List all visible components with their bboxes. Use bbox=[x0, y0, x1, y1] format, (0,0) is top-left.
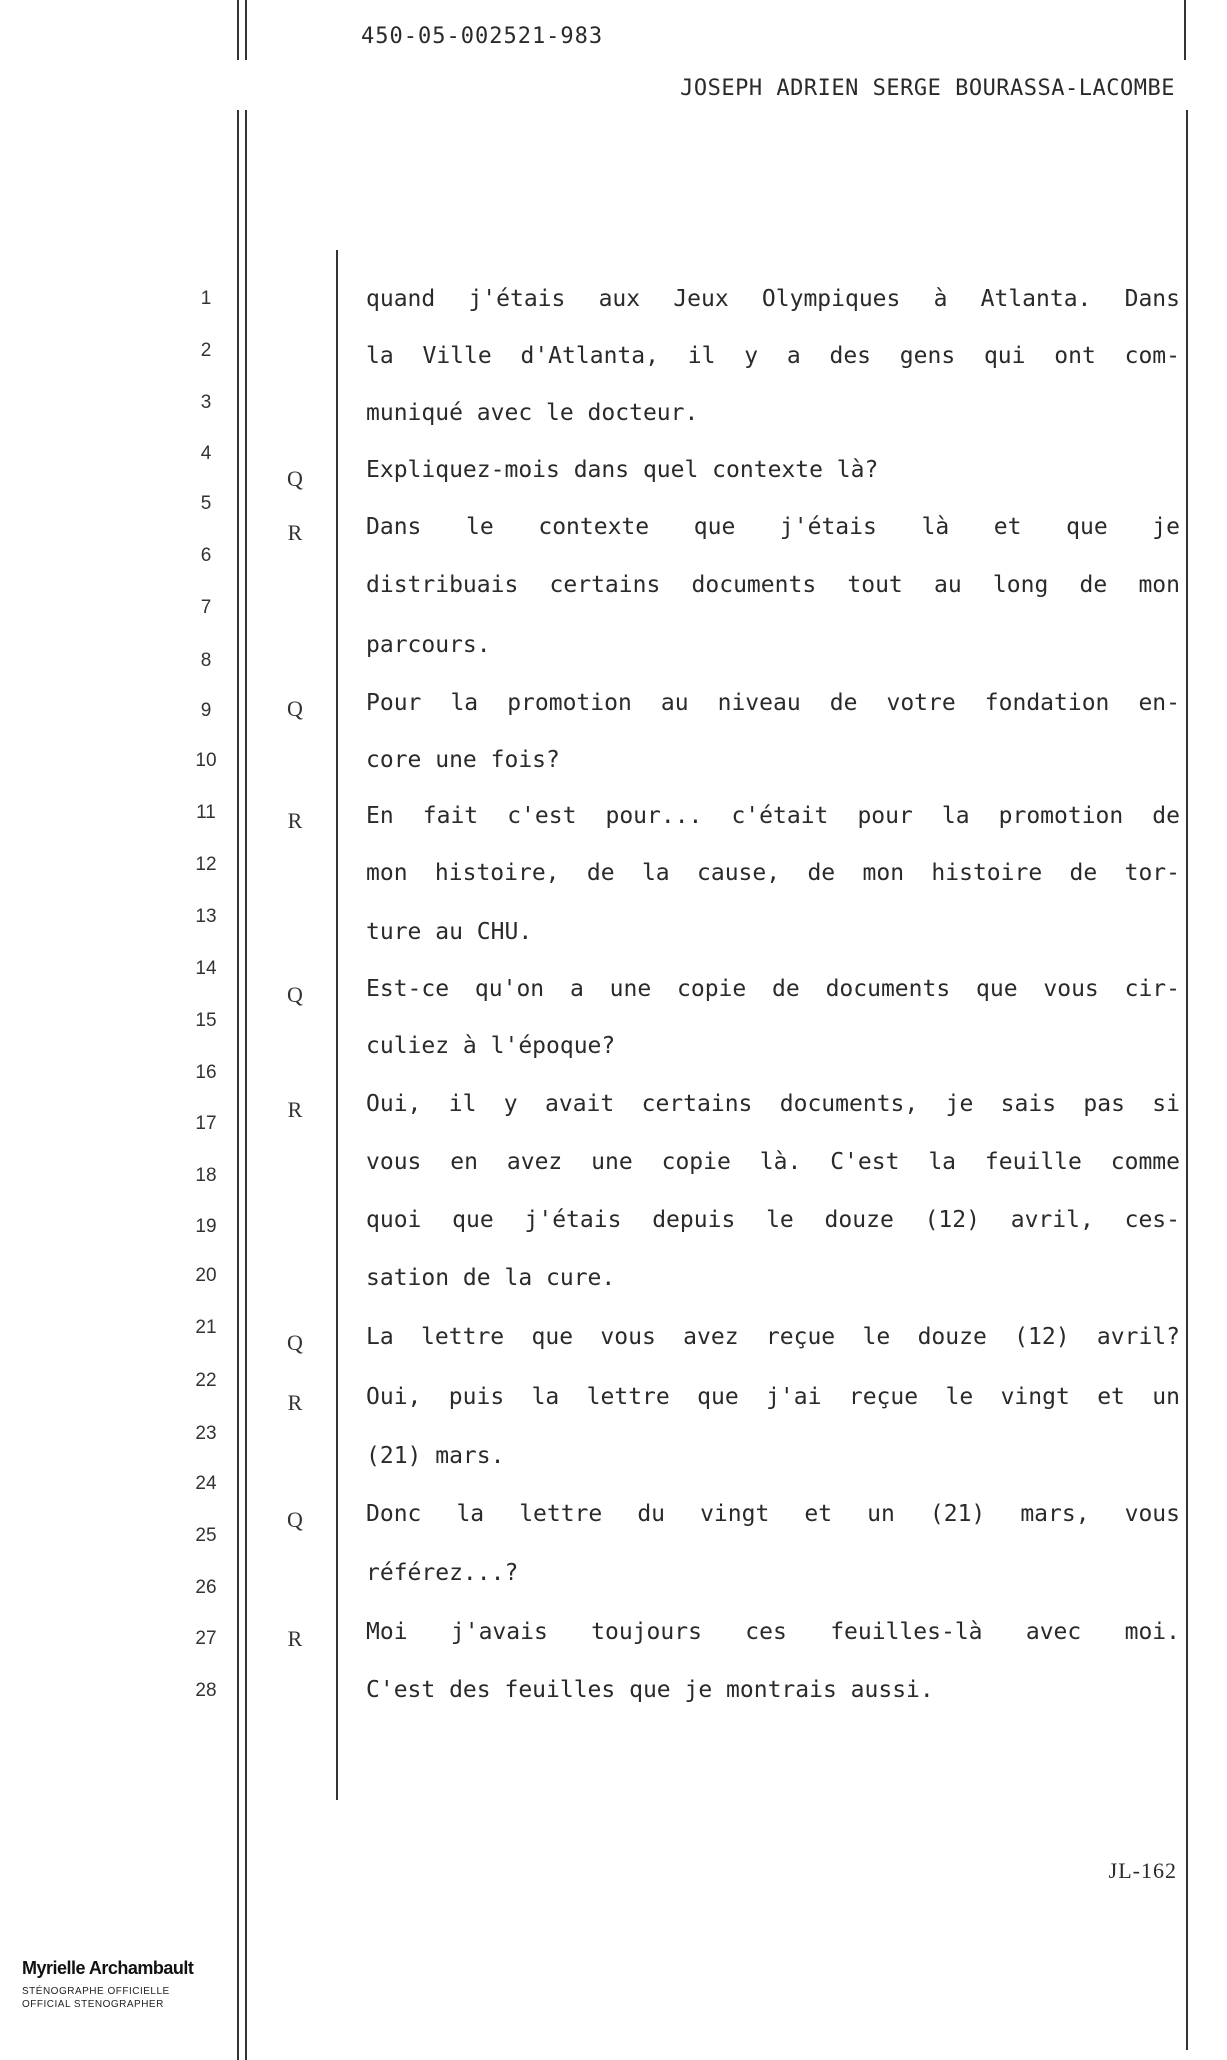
line-number: 12 bbox=[195, 854, 217, 875]
transcript-line: Moi j'avais toujours ces feuilles-là avec moi. bbox=[366, 1619, 1180, 1645]
transcript-line: parcours. bbox=[366, 632, 491, 658]
left-margin-rule-4 bbox=[245, 110, 247, 2060]
line-number: 2 bbox=[200, 340, 212, 361]
line-number: 15 bbox=[195, 1010, 217, 1031]
speaker-mark-question: Q bbox=[287, 1507, 303, 1532]
speaker-mark-question: Q bbox=[287, 1330, 303, 1355]
transcript-line: quand j'étais aux Jeux Olympiques à Atlanta. Dans bbox=[366, 286, 1180, 312]
left-margin-rule-2 bbox=[245, 0, 247, 60]
transcript-line: vous en avez une copie là. C'est la feuille comme bbox=[366, 1149, 1180, 1175]
speaker-mark-response: R bbox=[287, 1097, 303, 1122]
line-number: 27 bbox=[195, 1628, 217, 1649]
line-number: 3 bbox=[200, 392, 212, 413]
transcript-line: Pour la promotion au niveau de votre fondation en- bbox=[366, 690, 1180, 716]
line-number: 13 bbox=[195, 906, 217, 927]
line-number: 16 bbox=[195, 1062, 217, 1083]
right-margin-rule-top bbox=[1184, 0, 1186, 60]
stenographer-title-fr: STÉNOGRAPHE OFFICIELLE bbox=[22, 1986, 170, 1997]
line-number: 21 bbox=[195, 1317, 217, 1338]
line-number: 11 bbox=[196, 802, 216, 823]
line-number: 18 bbox=[195, 1165, 217, 1186]
line-number: 23 bbox=[195, 1423, 217, 1444]
speaker-margin-rule bbox=[336, 250, 338, 1800]
line-number: 24 bbox=[195, 1473, 217, 1494]
speaker-mark-response: R bbox=[287, 808, 303, 833]
transcript-line: C'est des feuilles que je montrais aussi. bbox=[366, 1677, 934, 1703]
witness-name: JOSEPH ADRIEN SERGE BOURASSA-LACOMBE bbox=[680, 76, 1175, 101]
line-number: 10 bbox=[195, 750, 217, 771]
line-number: 4 bbox=[200, 443, 212, 464]
speaker-mark-response: R bbox=[287, 520, 303, 545]
transcript-line: Donc la lettre du vingt et un (21) mars, vous bbox=[366, 1501, 1180, 1527]
stenographer-stamp bbox=[22, 1958, 202, 2011]
line-number: 8 bbox=[200, 650, 212, 671]
transcript-line: La lettre que vous avez reçue le douze (12) avril? bbox=[366, 1324, 1180, 1350]
speaker-mark-question: Q bbox=[287, 466, 303, 491]
transcript-line: Est-ce qu'on a une copie de documents que vous cir- bbox=[366, 976, 1180, 1002]
line-number: 20 bbox=[195, 1265, 217, 1286]
line-number: 22 bbox=[195, 1370, 217, 1391]
transcript-line: la Ville d'Atlanta, il y a des gens qui ont com- bbox=[366, 343, 1180, 369]
transcript-line: (21) mars. bbox=[366, 1443, 505, 1469]
transcript-line: En fait c'est pour... c'était pour la promotion de bbox=[366, 803, 1180, 829]
line-number: 17 bbox=[195, 1113, 217, 1134]
line-number: 1 bbox=[200, 288, 212, 309]
line-number: 7 bbox=[200, 597, 212, 618]
page-reference: JL-162 bbox=[1108, 1858, 1177, 1883]
speaker-mark-response: R bbox=[287, 1626, 303, 1651]
line-number: 6 bbox=[200, 545, 212, 566]
transcript-line: Oui, il y avait certains documents, je sais pas si bbox=[366, 1091, 1180, 1117]
transcript-line: core une fois? bbox=[366, 747, 560, 773]
transcript-line: muniqué avec le docteur. bbox=[366, 400, 699, 426]
line-number: 26 bbox=[195, 1577, 217, 1598]
transcript-line: culiez à l'époque? bbox=[366, 1033, 616, 1059]
line-number: 9 bbox=[200, 700, 212, 721]
transcript-line: Oui, puis la lettre que j'ai reçue le vingt et un bbox=[366, 1384, 1180, 1410]
speaker-mark-question: Q bbox=[287, 982, 303, 1007]
transcript-line: mon histoire, de la cause, de mon histoire de tor- bbox=[366, 860, 1180, 886]
stenographer-title-en: OFFICIAL STENOGRAPHER bbox=[22, 1999, 164, 2010]
transcript-line: ture au CHU. bbox=[366, 919, 533, 945]
line-number: 14 bbox=[195, 958, 217, 979]
right-margin-rule bbox=[1186, 110, 1188, 2050]
left-margin-rule-3 bbox=[237, 110, 239, 2060]
left-margin-rule-1 bbox=[237, 0, 239, 60]
speaker-mark-question: Q bbox=[287, 696, 303, 721]
transcript-line: Dans le contexte que j'étais là et que je bbox=[366, 514, 1180, 540]
line-number: 28 bbox=[195, 1680, 217, 1701]
transcript-line: distribuais certains documents tout au long de mon bbox=[366, 572, 1180, 598]
line-number: 19 bbox=[195, 1216, 217, 1237]
line-number: 5 bbox=[200, 493, 212, 514]
case-number: 450-05-002521-983 bbox=[361, 24, 604, 49]
transcript-line: référez...? bbox=[366, 1560, 519, 1586]
transcript-line: Expliquez-mois dans quel contexte là? bbox=[366, 457, 879, 483]
line-number: 25 bbox=[195, 1525, 217, 1546]
transcript-line: sation de la cure. bbox=[366, 1265, 616, 1291]
stenographer-name: Myrielle Archambault bbox=[22, 1958, 194, 1978]
speaker-mark-response: R bbox=[287, 1390, 303, 1415]
transcript-line: quoi que j'étais depuis le douze (12) avril, ces- bbox=[366, 1207, 1180, 1233]
